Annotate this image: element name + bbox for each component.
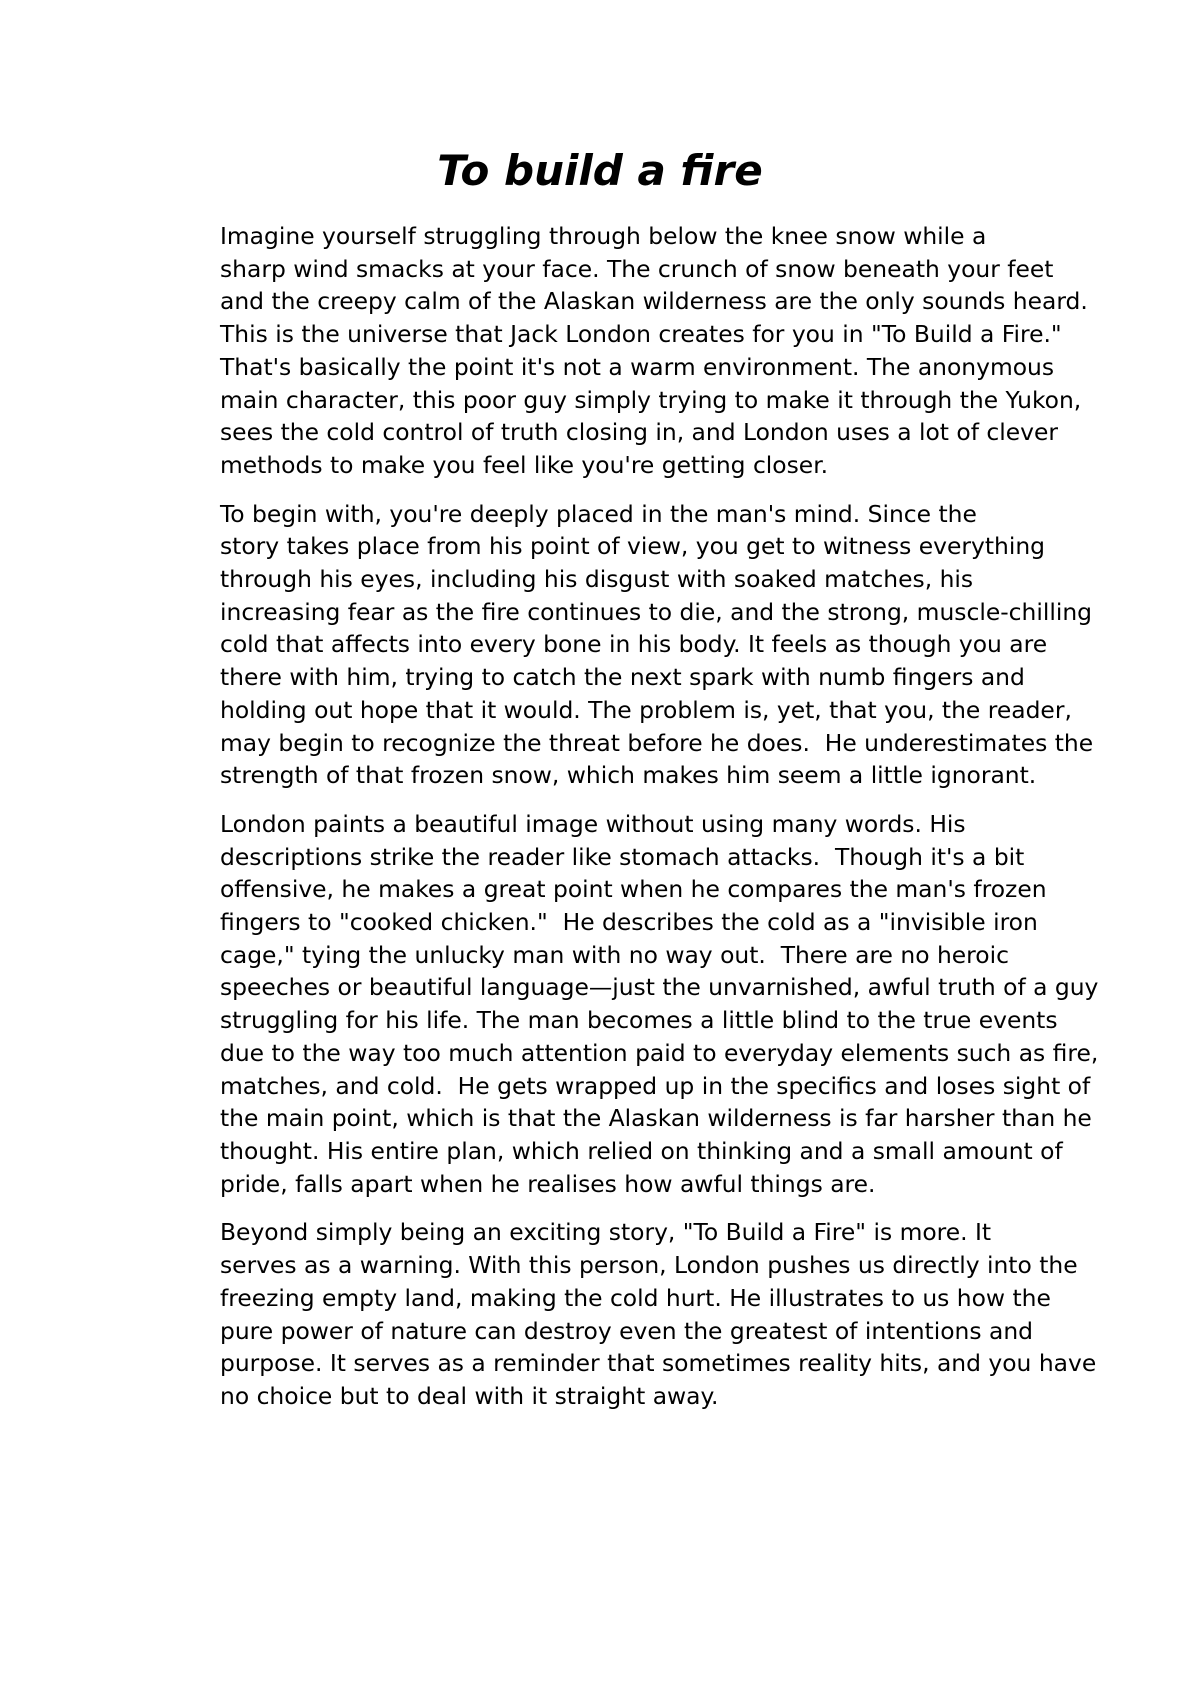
paragraph-4	[147, 1216, 1097, 1412]
document-title: To build a fire	[437, 146, 763, 195]
text-line: and the creepy calm of the Alaskan wilderness are the only sounds heard.	[220, 287, 1088, 316]
text-line: main character, this poor guy simply trying to make it through the Yukon,	[220, 385, 1082, 414]
text-line: Imagine yourself struggling through below the knee snow while a	[220, 222, 987, 250]
text-line: serves as a warning. With this person, London pushes us directly into the	[220, 1251, 1078, 1280]
text-line: fingers to "cooked chicken." He describes the cold as a "invisible iron	[220, 908, 1038, 937]
text-line: due to the way too much attention paid to everyday elements such as fire,	[220, 1038, 1099, 1067]
text-line: speeches or beautiful language—just the unvarnished, awful truth of a guy	[220, 973, 1099, 1002]
text-line: offensive, he makes a great point when he compares the man's frozen	[220, 875, 1047, 904]
text-line: freezing empty land, making the cold hurt. He illustrates to us how the	[220, 1283, 1051, 1312]
text-line: there with him, trying to catch the next spark with numb fingers and	[220, 663, 1025, 692]
text-line: sees the cold control of truth closing in, and London uses a lot of clever	[220, 418, 1058, 447]
text-line: cold that affects into every bone in his body. It feels as though you are	[220, 630, 1048, 659]
text-line: story takes place from his point of view, you get to witness everything	[220, 532, 1046, 561]
text-line: pure power of nature can destroy even the greatest of intentions and	[220, 1316, 1033, 1345]
text-line: Beyond simply being an exciting story, "To Build a Fire" is more. It	[220, 1218, 992, 1247]
text-line: To begin with, you're deeply placed in the man's mind. Since the	[220, 499, 977, 528]
document-body	[147, 220, 1099, 1429]
text-line: struggling for his life. The man becomes a little blind to the true events	[220, 1006, 1058, 1035]
paragraph-3	[147, 808, 1099, 1200]
text-line: This is the universe that Jack London creates for you in "To Build a Fire."	[220, 320, 1062, 349]
text-line: descriptions strike the reader like stomach attacks. Though it's a bit	[220, 842, 1025, 871]
text-line: matches, and cold. He gets wrapped up in the specifics and loses sight of	[220, 1071, 1091, 1100]
text-line: That's basically the point it's not a warm environment. The anonymous	[220, 352, 1055, 381]
text-line: may begin to recognize the threat before he does. He underestimates the	[220, 728, 1094, 757]
text-line: cage," tying the unlucky man with no way out. There are no heroic	[220, 940, 1009, 969]
text-line: London paints a beautiful image without using many words. His	[220, 809, 966, 838]
paragraph-2	[147, 498, 1094, 792]
text-line: sharp wind smacks at your face. The crunch of snow beneath your feet	[220, 254, 1054, 283]
text-line: strength of that frozen snow, which makes him seem a little ignorant.	[220, 761, 1037, 790]
text-line: through his eyes, including his disgust with soaked matches, his	[220, 565, 974, 594]
text-line: thought. His entire plan, which relied on thinking and a small amount of	[220, 1136, 1063, 1165]
text-line: no choice but to deal with it straight away.	[220, 1381, 719, 1410]
text-line: pride, falls apart when he realises how awful things are.	[220, 1169, 876, 1198]
text-line: the main point, which is that the Alaskan wilderness is far harsher than he	[220, 1104, 1092, 1133]
paragraph-1	[147, 220, 1088, 482]
text-line: increasing fear as the fire continues to die, and the strong, muscle-chilling	[220, 597, 1093, 626]
text-line: purpose. It serves as a reminder that sometimes reality hits, and you have	[220, 1349, 1097, 1378]
text-line: holding out hope that it would. The problem is, yet, that you, the reader,	[220, 695, 1072, 724]
text-line: methods to make you feel like you're getting closer.	[220, 450, 829, 479]
